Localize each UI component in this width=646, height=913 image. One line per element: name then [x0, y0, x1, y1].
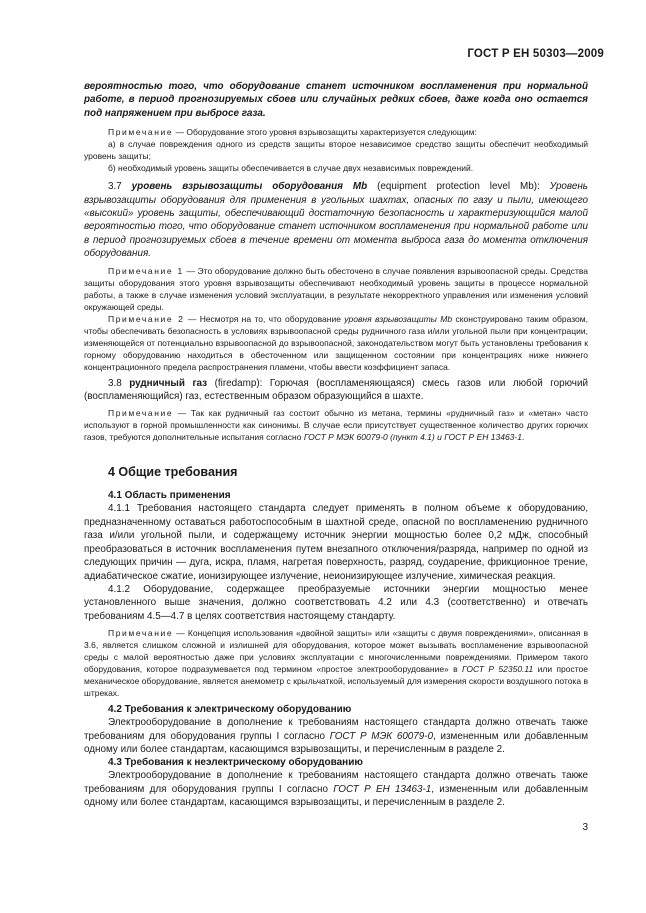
note-a-item-b: б) необходимый уровень защиты обеспечивается в случае двух независимых повреждений. — [108, 163, 474, 174]
term-3-8: рудничный газ — [129, 377, 208, 389]
paragraph-4-1-2: 4.1.2 Оборудование, содержащее преобразуемые источники энергии мощностью менее установленного выше значения, должно соответствовать 4.2 или 4.3 (соответственно) и отвечать требованиям 4.5—4.7 в целях соответствия настоящему стандарту. — [84, 583, 588, 622]
note-a-item-a: а) в случае повреждения одного из средств защиты второе независимое средство защиты обеспечит необходимый уровень защиты; — [84, 139, 588, 162]
standard-header: ГОСТ Р ЕН 50303—2009 — [467, 48, 604, 60]
paragraph-4-1-1: 4.1.1 Требования настоящего стандарта следует применять в полном объеме к оборудованию, предназначенному оставаться работоспособным в шахтной среде, опасной по воспламенению рудничного газа и/или угольной пыли, и содержащему источник энергии мощностью более 0,2 мДж, способный преобразоваться в источник воспламенения путем внезапного отключения/разряда, например по одной из следующих причин — дуга, искра, пламя, нагретая поверхность, разряд, соударение, фрикционное трение, адиабатическое сжатие, ионизирующее излучение, неионизирующее излучение, химическая реакция. — [84, 503, 588, 582]
paragraph-4-3: Электрооборудование в дополнение к требованиям настоящего стандарта должно отвечать также требованиям для оборудования группы I согласно ГОСТ Р ЕН 13463-1, измененным или добавленным одному или более стандартам, касающимся взрывозащиты, и перечисленным в разделе 2. — [84, 770, 588, 809]
section-4-1-title: 4.1 Область применения — [108, 490, 231, 502]
section-4-title: 4 Общие требования — [108, 465, 238, 480]
note-4-1-2: Примечание — Концепция использования «двойной защиты» или «защиты с двумя повреждениями», описанная в 3.6, является слишком сложной и излишней для оборудования, которое может вызывать воспламенение взрывоопасной среды с малой вероятностью даже при условиях эксплуатации с многочисленными повреждениями. Примером такого оборудования, которое подразумевается под термином «простое электрооборудование» в ГОСТ Р 52350.11 или простое механическое оборудование, является анемометр с крыльчаткой, используемый для измерения скорости воздушного потока в штреках. — [84, 628, 588, 699]
section-4-3-title: 4.3 Требования к неэлектрическому оборудованию — [108, 757, 363, 769]
definition-3-8: 3.8 рудничный газ (firedamp): Горючая (воспламеняющаяся) смесь газов или любой горючий (воспламеняющийся) газ, естественным образом образующийся в шахте. — [84, 377, 588, 403]
intro-paragraph: вероятностью того, что оборудование станет источником воспламенения при нормальной работе, в период прогнозируемых сбоев или случайных редких сбоев, даже когда оно остается под напряжением при выбросе газа. — [84, 81, 588, 119]
note-a-lead: Примечание — Оборудование этого уровня взрывозащиты характеризуется следующим: — [108, 127, 477, 138]
page-number: 3 — [582, 822, 588, 833]
section-4-2-title: 4.2 Требования к электрическому оборудованию — [108, 704, 352, 716]
definition-3-7: 3.7 уровень взрывозащиты оборудования Mb (equipment protection level Mb): Уровень взрывозащиты оборудования для применения в угольных шахтах, опасных по газу и пыли, имеющего «высокий» уровень защиты, обеспечивающий достаточную безопасность и характеризующийся малой вероятностью того, что оборудование станет источником воспламенения при нормальной работе или в период прогнозируемых сбоев в течение времени от момента выброса газа до момента отключения оборудования. — [84, 181, 588, 260]
note-label: Примечание — [108, 127, 174, 138]
note-1: Примечание 1 — Это оборудование должно быть обесточено в случае появления взрывоопасной среды. Средства защиты оборудования этого уровня взрывозащиты обеспечивают необходимый уровень защиты в процессе нормальной работы, а также в случае изменения условий эксплуатации, в результате некорректного управления или изменения условий окружающей среды. — [84, 265, 588, 312]
paragraph-4-2: Электрооборудование в дополнение к требованиям настоящего стандарта должно отвечать также требованиям для оборудования группы I согласно ГОСТ Р МЭК 60079-0, измененным или добавленным одному или более стандартам, касающимся взрывозащиты, и перечисленным в разделе 2. — [84, 717, 588, 755]
note-3: Примечание — Так как рудничный газ состоит обычно из метана, термины «рудничный газ» и «метан» часто используют в горной промышленности как синонимы. В случае если присутствует существенное количество других горючих газов, требуются дополнительные испытания согласно ГОСТ Р МЭК 60079-0 (пункт 4.1) и ГОСТ Р ЕН 13463-1. — [84, 408, 588, 443]
term-3-7: уровень взрывозащиты оборудования Mb — [131, 181, 368, 193]
note-2: Примечание 2 — Несмотря на то, что оборудование уровня взрывозащиты Mb сконструировано таким образом, чтобы обеспечивать безопасность в условиях взрывоопасной среды рудничного газа и/или угольной пыли при концентрации, изменяющейся от потенциально взрывоопасной до взрывоопасной, законодательством могут быть установлены требования к горному оборудованию находиться в обесточенном или защищенном состоянии при концентрациях ниже нижнего концентрационного предела распространения пламени, чтобы ввести коэффициент запаса. — [84, 313, 588, 372]
page-content — [84, 80, 588, 810]
